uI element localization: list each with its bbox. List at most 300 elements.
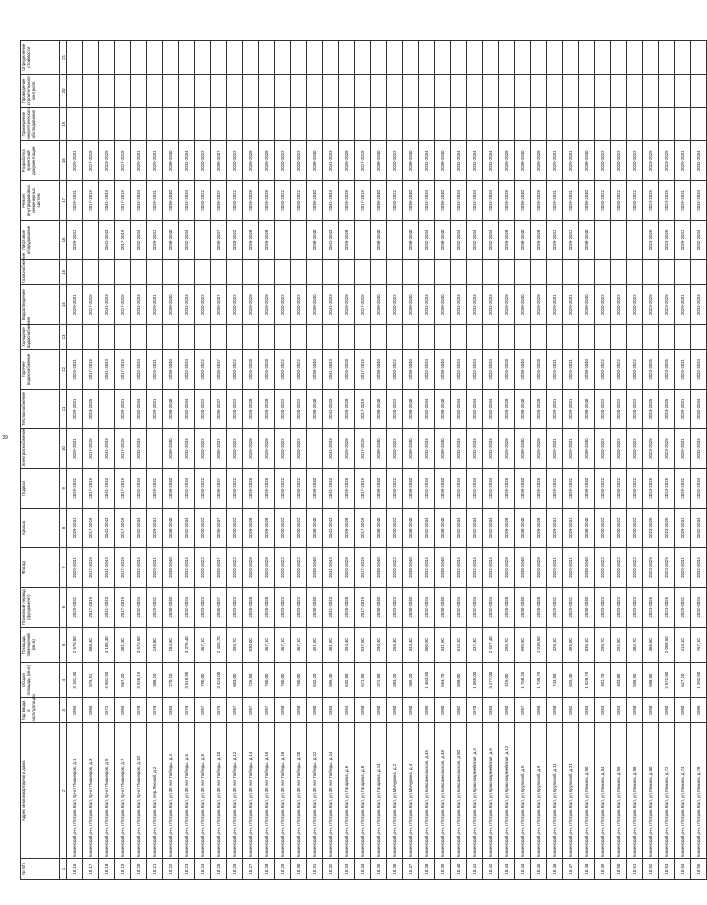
table-row	[643, 41, 659, 880]
table-cell: 2020-2022	[291, 429, 307, 469]
table-cell: 2023-2025	[643, 587, 659, 627]
table-cell: 2032-2034	[467, 548, 483, 588]
table-cell: 2020-2022	[291, 350, 307, 390]
table-cell: 10.17	[83, 859, 99, 880]
table-cell	[499, 74, 515, 107]
table-cell: 2041-2043	[323, 141, 339, 181]
table-cell: 2023-2025	[659, 468, 675, 508]
column-header: Подвал	[21, 468, 60, 508]
table-cell	[499, 108, 515, 141]
table-cell: 3 277,00	[483, 662, 499, 697]
address-cell: Каменский р-н, г.Петров Вал, ул.30 лет Победы, д.14	[243, 723, 259, 859]
address-cell: Каменский р-н, г.Петров Вал, ул.30 лет Победы, д.8	[195, 723, 211, 859]
table-cell	[355, 41, 371, 75]
table-cell: 10.45	[531, 859, 547, 880]
table-cell: 10.31	[307, 859, 323, 880]
table-cell: 10.47	[563, 859, 579, 880]
table-cell	[163, 325, 179, 350]
table-cell	[675, 260, 691, 285]
table-cell: 858,00	[451, 662, 467, 697]
table-cell: 2023-2025	[643, 508, 659, 548]
table-cell: 2029-2031	[675, 508, 691, 548]
table-cell: 2035-2037	[211, 181, 227, 221]
table-cell	[659, 74, 675, 107]
table-cell: 2032-2034	[419, 429, 435, 469]
column-header: Плановый период (фундамент)	[21, 587, 60, 627]
table-cell: 2023-2025	[659, 285, 675, 325]
table-cell: 2029-2031	[547, 429, 563, 469]
table-cell: 2026-2028	[499, 548, 515, 588]
table-cell	[131, 325, 147, 350]
column-header: Лифтовое оборудование	[21, 220, 60, 260]
table-cell	[643, 325, 659, 350]
table-cell: 10.18	[99, 859, 115, 880]
table-cell: 413,10	[675, 627, 691, 662]
table-cell: 2029-2031	[131, 141, 147, 181]
column-header: Год ввода в эксплуатацию	[21, 698, 60, 723]
table-cell: 2041-2043	[99, 285, 115, 325]
table-cell: 2026-2028	[499, 285, 515, 325]
table-cell	[195, 74, 211, 107]
table-cell: 2026-2028	[339, 468, 355, 508]
table-cell	[419, 108, 435, 141]
table-cell: 2032-2034	[691, 587, 707, 627]
table-cell: 743,50	[547, 662, 563, 697]
table-cell: 2038-2040	[515, 468, 531, 508]
table-cell: 2038-2040	[435, 468, 451, 508]
address-cell: Каменский р-н, г.Петров Вал, ул.30 лет Победы, д.22	[307, 723, 323, 859]
table-row	[307, 41, 323, 880]
table-cell: 2041-2043	[323, 389, 339, 429]
table-cell: 2026-2028	[243, 389, 259, 429]
table-cell: 266,30	[387, 627, 403, 662]
table-cell: 2023-2025	[659, 350, 675, 390]
table-row	[611, 41, 627, 880]
column-number: 7	[60, 548, 67, 588]
table-cell: 2026-2028	[259, 429, 275, 469]
table-cell: 2032-2034	[179, 389, 195, 429]
table-cell: 383,20	[387, 662, 403, 697]
table-cell: 467,10	[291, 627, 307, 662]
table-cell: 627,10	[675, 662, 691, 697]
table-cell: 2023-2025	[643, 220, 659, 260]
table-cell: 1953	[595, 698, 611, 723]
table-cell: 2020-2022	[627, 141, 643, 181]
table-cell: 2026-2028	[259, 508, 275, 548]
table-cell	[579, 74, 595, 107]
table-cell: 1957	[259, 698, 275, 723]
table-cell: 2020-2022	[275, 285, 291, 325]
table-cell	[307, 325, 323, 350]
table-cell	[323, 260, 339, 285]
table-cell	[195, 41, 211, 75]
table-cell	[371, 108, 387, 141]
table-cell: 2032-2034	[691, 548, 707, 588]
table-cell: 3 672,60	[131, 627, 147, 662]
table-row	[675, 41, 691, 880]
table-cell	[451, 108, 467, 141]
table-cell	[435, 108, 451, 141]
table-cell	[211, 74, 227, 107]
table-cell: 2026-2028	[243, 285, 259, 325]
table-cell: 2032-2034	[131, 181, 147, 221]
table-cell: 2029-2031	[547, 181, 563, 221]
table-row	[467, 41, 483, 880]
table-cell	[291, 41, 307, 75]
table-cell	[371, 260, 387, 285]
table-cell: 2032-2034	[451, 468, 467, 508]
table-cell: 2020-2022	[195, 141, 211, 181]
address-cell: Каменский р-н, г.Петров Вал, ул.Комсомольская, д.48	[435, 723, 451, 859]
table-cell	[323, 41, 339, 75]
table-cell: 2038-2040	[403, 587, 419, 627]
table-cell: 2020-2022	[195, 285, 211, 325]
table-cell: 10.51	[627, 859, 643, 880]
table-cell: 2020-2022	[611, 389, 627, 429]
table-cell	[131, 260, 147, 285]
table-cell: 2020-2022	[627, 181, 643, 221]
table-cell	[547, 74, 563, 107]
table-cell	[435, 325, 451, 350]
table-cell: 2038-2040	[163, 548, 179, 588]
table-cell	[179, 325, 195, 350]
table-body	[67, 41, 707, 880]
table-cell: 2038-2040	[371, 220, 387, 260]
table-row	[339, 41, 355, 880]
table-cell	[387, 41, 403, 75]
column-header: Ремонт внутридомовых инженерных систем	[21, 181, 60, 221]
address-cell: Каменский р-н, г.Петров Вал, ул.Гагарина, д.6	[339, 723, 355, 859]
table-cell: 2017-2019	[355, 389, 371, 429]
table-cell: 2029-2031	[67, 141, 83, 181]
table-row	[627, 41, 643, 880]
table-cell: 2017-2019	[83, 548, 99, 588]
table-cell	[291, 260, 307, 285]
table-cell: 667,20	[115, 662, 131, 697]
table-cell: 2020-2022	[627, 468, 643, 508]
column-number: 21	[60, 41, 67, 75]
table-cell	[467, 325, 483, 350]
table-cell	[147, 260, 163, 285]
table-cell	[83, 41, 99, 75]
table-cell	[211, 260, 227, 285]
header-row	[21, 41, 60, 880]
table-cell: 603,00	[227, 662, 243, 697]
address-cell: Каменский р-н, г.Петров Вал, ул.30 лет Победы, д.16	[259, 723, 275, 859]
table-cell	[403, 74, 419, 107]
table-cell: 2026-2028	[499, 389, 515, 429]
table-cell: 2035-2037	[211, 389, 227, 429]
table-cell: 2038-2040	[435, 587, 451, 627]
table-cell: 1980	[307, 698, 323, 723]
table-cell: 2020-2022	[195, 548, 211, 588]
table-cell: 2026-2028	[499, 429, 515, 469]
table-cell	[259, 74, 275, 107]
table-cell	[627, 325, 643, 350]
table-cell: 2032-2034	[467, 468, 483, 508]
table-cell: 1970	[467, 698, 483, 723]
table-cell: 1962	[563, 698, 579, 723]
column-number: 19	[60, 108, 67, 141]
table-cell: 2038-2040	[307, 350, 323, 390]
table-cell: 2017-2019	[83, 508, 99, 548]
table-row	[227, 41, 243, 880]
table-cell: 2032-2034	[131, 285, 147, 325]
table-cell: 467,10	[195, 627, 211, 662]
table-cell: 2020-2022	[387, 141, 403, 181]
table-cell: 2032-2034	[179, 350, 195, 390]
table-cell: 2023-2025	[643, 181, 659, 221]
table-cell: 2026-2028	[339, 285, 355, 325]
table-cell: 10.36	[387, 859, 403, 880]
table-cell: 2020-2022	[275, 548, 291, 588]
column-header: Крыша	[21, 508, 60, 548]
table-cell: 1986	[691, 698, 707, 723]
table-cell: 2020-2022	[275, 508, 291, 548]
table-cell: 2038-2040	[163, 220, 179, 260]
table-cell: 2032-2034	[451, 429, 467, 469]
table-cell: 1967	[243, 698, 259, 723]
table-cell: 2020-2022	[387, 468, 403, 508]
table-cell: 2020-2022	[275, 587, 291, 627]
table-cell	[339, 74, 355, 107]
table-cell: 2029-2031	[675, 141, 691, 181]
table-cell	[483, 325, 499, 350]
column-number: 13	[60, 325, 67, 350]
table-cell: 2020-2022	[195, 350, 211, 390]
table-cell	[227, 260, 243, 285]
table-cell: 2020-2022	[227, 220, 243, 260]
table-cell: 396,70	[227, 627, 243, 662]
table-cell	[99, 41, 115, 75]
table-cell: 2041-2043	[323, 181, 339, 221]
table-cell: 2038-2040	[307, 468, 323, 508]
table-cell: 2032-2034	[179, 587, 195, 627]
table-cell: 2038-2040	[515, 587, 531, 627]
table-cell: 2023-2025	[659, 220, 675, 260]
table-cell: 2020-2022	[611, 285, 627, 325]
table-cell: 1983	[323, 698, 339, 723]
table-cell	[643, 74, 659, 107]
table-cell: 2038-2040	[579, 181, 595, 221]
table-cell	[659, 325, 675, 350]
table-cell: 2032-2034	[467, 285, 483, 325]
table-cell: 2035-2037	[211, 141, 227, 181]
table-cell: 1965	[67, 698, 83, 723]
table-cell: 4 185,30	[99, 627, 115, 662]
table-cell: 2020-2022	[611, 508, 627, 548]
address-cell: Каменский р-н, г.Петров Вал, ул.Гагарина, д.8	[355, 723, 371, 859]
table-cell: 2020-2022	[387, 389, 403, 429]
table-cell	[531, 108, 547, 141]
table-cell: 2017-2019	[115, 587, 131, 627]
table-cell	[147, 41, 163, 75]
table-cell: 2038-2040	[371, 141, 387, 181]
address-cell: Каменский р-н, г.Петров Вал, пр-кт Пионеров, д.3	[83, 723, 99, 859]
table-cell	[643, 260, 659, 285]
table-cell	[451, 260, 467, 285]
table-cell	[355, 220, 371, 260]
table-cell: 2020-2022	[595, 350, 611, 390]
table-cell: 564,70	[435, 662, 451, 697]
table-cell	[115, 108, 131, 141]
table-cell: 2041-2043	[99, 508, 115, 548]
table-cell: 2020-2022	[595, 587, 611, 627]
column-number: 18	[60, 141, 67, 181]
table-cell: 2032-2034	[467, 587, 483, 627]
column-header: Водоотведение	[21, 285, 60, 325]
table-cell: 10.42	[483, 859, 499, 880]
table-cell: 2026-2028	[531, 587, 547, 627]
table-row	[403, 41, 419, 880]
table-cell: 10.46	[547, 859, 563, 880]
table-cell: 10.35	[371, 859, 387, 880]
table-cell: 2023-2025	[659, 587, 675, 627]
table-cell: 2026-2028	[499, 181, 515, 221]
table-cell: 184,50	[163, 627, 179, 662]
table-cell: 2017-2019	[355, 468, 371, 508]
table-cell: 2020-2022	[195, 181, 211, 221]
table-cell: 2032-2034	[179, 548, 195, 588]
table-cell	[403, 325, 419, 350]
table-cell: 2038-2040	[307, 285, 323, 325]
table-cell: 2020-2022	[275, 181, 291, 221]
table-cell: 2038-2040	[163, 429, 179, 469]
table-cell: 290,40	[371, 627, 387, 662]
table-cell	[163, 260, 179, 285]
table-cell: 2020-2022	[291, 141, 307, 181]
table-cell: 2032-2034	[131, 220, 147, 260]
table-cell: 2017-2019	[115, 220, 131, 260]
address-cell: Каменский р-н, г.Петров Вал, ул.Крупской, д.21	[563, 723, 579, 859]
table-cell: 2023-2025	[643, 350, 659, 390]
table-row	[131, 41, 147, 880]
table-cell: 2041-2043	[323, 350, 339, 390]
table-cell: 2020-2022	[195, 508, 211, 548]
table-cell	[563, 41, 579, 75]
table-cell: 10.30	[291, 859, 307, 880]
table-cell	[275, 260, 291, 285]
table-cell	[179, 260, 195, 285]
table-cell	[179, 108, 195, 141]
address-cell: Каменский р-н, г.Петров Вал, пр-кт Пионеров, д.10	[131, 723, 147, 859]
table-cell	[515, 74, 531, 107]
table-cell: 625,40	[563, 662, 579, 697]
table-cell: 2023-2025	[643, 548, 659, 588]
table-cell: 2038-2040	[307, 508, 323, 548]
column-number: 3	[60, 698, 67, 723]
table-row	[499, 41, 515, 880]
table-cell: 2020-2022	[227, 389, 243, 429]
table-cell: 270,10	[163, 662, 179, 697]
table-cell: 2020-2022	[627, 389, 643, 429]
table-cell: 2038-2040	[163, 285, 179, 325]
table-cell	[67, 260, 83, 285]
table-cell: 2026-2028	[339, 389, 355, 429]
table-cell: 2026-2028	[259, 350, 275, 390]
table-cell	[307, 260, 323, 285]
table-cell: 2029-2031	[675, 429, 691, 469]
table-cell: 2026-2028	[243, 220, 259, 260]
table-cell: 2020-2022	[387, 587, 403, 627]
table-cell	[371, 325, 387, 350]
table-cell: 2020-2022	[611, 429, 627, 469]
table-cell	[627, 108, 643, 141]
table-cell: 767,10	[691, 627, 707, 662]
table-cell: 2029-2031	[67, 389, 83, 429]
table-cell: 2026-2028	[243, 548, 259, 588]
table-cell	[611, 220, 627, 260]
table-cell: 2020-2022	[595, 389, 611, 429]
table-cell: 2029-2031	[67, 508, 83, 548]
table-cell	[579, 41, 595, 75]
table-cell: 2029-2031	[147, 548, 163, 588]
table-cell: 2020-2022	[291, 587, 307, 627]
column-number: 20	[60, 74, 67, 107]
table-cell	[611, 108, 627, 141]
table-cell: 2026-2028	[243, 181, 259, 221]
table-cell	[387, 220, 403, 260]
column-header: Проведение энергетического обследования	[21, 108, 60, 141]
table-cell: 2032-2034	[451, 141, 467, 181]
table-cell	[547, 41, 563, 75]
table-cell: 2026-2028	[499, 587, 515, 627]
table-cell: 2032-2034	[131, 429, 147, 469]
table-cell: 2032-2034	[467, 429, 483, 469]
table-cell: 2038-2040	[163, 587, 179, 627]
table-cell	[339, 41, 355, 75]
table-cell	[467, 108, 483, 141]
table-cell: 2038-2040	[435, 181, 451, 221]
table-cell	[467, 260, 483, 285]
table-cell: 2038-2040	[435, 285, 451, 325]
table-cell: 2038-2040	[579, 587, 595, 627]
table-cell: 2032-2034	[451, 587, 467, 627]
column-header: Газоснабжение	[21, 260, 60, 285]
table-cell: 2020-2022	[275, 141, 291, 181]
column-number: 16	[60, 220, 67, 260]
table-cell: 2038-2040	[579, 285, 595, 325]
table-row	[99, 41, 115, 880]
table-cell: 2020-2022	[611, 468, 627, 508]
table-cell: 558,90	[627, 662, 643, 697]
table-cell	[131, 74, 147, 107]
table-cell	[515, 260, 531, 285]
table-cell	[483, 74, 499, 107]
table-cell: 292,50	[611, 627, 627, 662]
table-cell	[547, 260, 563, 285]
table-cell: 2032-2034	[451, 508, 467, 548]
table-cell: 2029-2031	[147, 389, 163, 429]
table-cell: 2026-2028	[531, 220, 547, 260]
table-cell: 10.49	[595, 859, 611, 880]
table-cell: 10.52	[643, 859, 659, 880]
table-cell: 3 926,19	[131, 662, 147, 697]
table-cell	[595, 108, 611, 141]
table-cell	[355, 108, 371, 141]
table-cell: 2041-2043	[323, 468, 339, 508]
table-row	[371, 41, 387, 880]
table-cell: 2029-2031	[563, 181, 579, 221]
table-cell: 2017-2019	[83, 429, 99, 469]
column-number: 2	[60, 723, 67, 859]
table-cell: 2017-2019	[355, 350, 371, 390]
table-cell	[291, 108, 307, 141]
table-cell: 1958	[547, 698, 563, 723]
table-cell: 2032-2034	[131, 350, 147, 390]
column-header: Адрес многоквартирного дома	[21, 723, 60, 859]
table-cell: 2038-2040	[403, 548, 419, 588]
